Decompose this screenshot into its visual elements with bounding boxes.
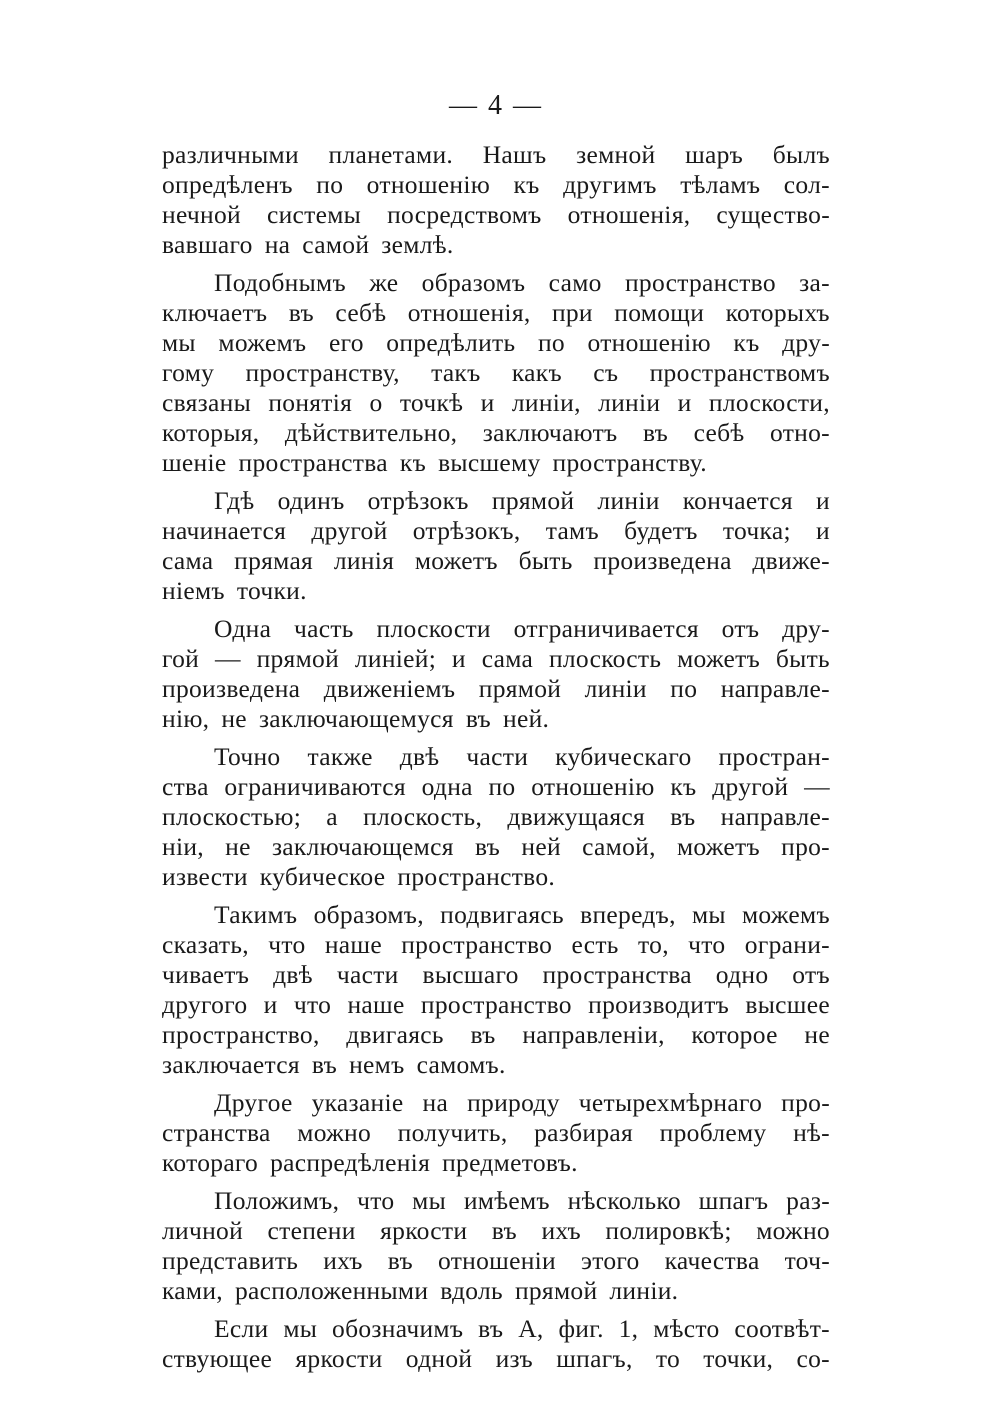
word: вавшаго — [162, 230, 253, 259]
word: дру- — [782, 328, 830, 357]
text-line — [162, 674, 830, 704]
word: тамъ — [545, 516, 599, 545]
word: одна — [421, 772, 473, 801]
word: же — [369, 268, 399, 297]
word: былъ — [772, 140, 830, 169]
word: въ — [478, 1314, 504, 1343]
word: Нашъ — [482, 140, 547, 169]
word: на — [422, 1088, 449, 1117]
word: впередъ, — [580, 900, 676, 929]
word: и — [677, 388, 692, 417]
text-line — [162, 328, 830, 358]
text-line — [162, 772, 830, 802]
word: ограничиваются — [224, 772, 406, 801]
word: отъ — [721, 614, 760, 643]
word: кубическаго — [555, 742, 692, 771]
word: Одна — [214, 614, 272, 643]
word: направленіи, — [522, 1020, 665, 1049]
word: системы — [266, 200, 362, 229]
word: понятія — [268, 388, 353, 417]
word: А, — [518, 1314, 544, 1343]
text-line — [162, 516, 830, 546]
word: наше — [324, 930, 382, 959]
word: пространство — [401, 930, 553, 959]
text-line — [162, 448, 830, 478]
word: другимъ — [563, 170, 657, 199]
word: кончается — [682, 486, 793, 515]
paragraph — [162, 1088, 830, 1178]
word: часть — [294, 614, 354, 643]
text-line — [162, 742, 830, 772]
word: разбирая — [534, 1118, 634, 1147]
word: есть — [571, 930, 619, 959]
word: яркости — [380, 1216, 468, 1245]
word: въ — [311, 1050, 338, 1079]
word: Точно — [214, 742, 281, 771]
word: отношенію — [531, 772, 655, 801]
word: про- — [781, 1088, 830, 1117]
word: тѣламъ — [680, 170, 761, 199]
word: отношенію — [587, 328, 711, 357]
word: пространства — [238, 448, 388, 477]
word: прямой — [514, 1276, 598, 1305]
word: линіи — [598, 388, 661, 417]
word: то, — [638, 930, 669, 959]
word: Если — [214, 1314, 269, 1343]
paragraph — [162, 486, 830, 606]
word: извести — [162, 862, 248, 891]
word: немъ — [349, 1050, 405, 1079]
word: дру- — [782, 614, 830, 643]
word: мѣсто — [653, 1314, 720, 1343]
word: раз- — [786, 1186, 830, 1215]
paragraph — [162, 1186, 830, 1306]
word: прямой — [491, 486, 575, 515]
word: къ — [670, 772, 697, 801]
word: пространство — [420, 990, 572, 1019]
word: отно- — [770, 418, 830, 447]
word: изъ — [495, 1344, 533, 1373]
text-line — [162, 862, 830, 892]
paragraph — [162, 742, 830, 892]
word: распредѣленія — [270, 1148, 431, 1177]
word: высшему — [438, 448, 541, 477]
text-line — [162, 358, 830, 388]
text-line — [162, 1314, 830, 1344]
word: ніи, — [162, 832, 204, 861]
word: движеніемъ — [323, 674, 456, 703]
word: про- — [781, 832, 830, 861]
word: линіей; — [354, 644, 437, 673]
word: его — [328, 328, 364, 357]
word: яркости — [295, 1344, 383, 1373]
word: можетъ — [677, 644, 761, 673]
word: прямой — [256, 644, 340, 673]
word: со- — [796, 1344, 830, 1373]
word: съ — [593, 358, 619, 387]
word: въ — [491, 1216, 517, 1245]
word: плоскости, — [708, 388, 830, 417]
word: шеніе — [162, 448, 227, 477]
word: другой — [311, 516, 388, 545]
text-line — [162, 140, 830, 170]
word: самой, — [582, 832, 656, 861]
word: въ — [474, 832, 501, 861]
word: само — [548, 268, 602, 297]
word: нѣ- — [793, 1118, 830, 1147]
word: отношеніи — [437, 1246, 556, 1275]
word: части — [466, 742, 529, 771]
word: пространство. — [397, 862, 556, 891]
word: плоскость — [548, 644, 662, 673]
word: и — [816, 516, 830, 545]
word: различными — [162, 140, 299, 169]
word: произведена — [593, 546, 732, 575]
word: можемъ — [218, 328, 307, 357]
word: отрѣзокъ, — [412, 516, 521, 545]
word: что — [357, 1186, 395, 1215]
word: на — [264, 230, 291, 259]
word: другого — [162, 990, 248, 1019]
word: то — [655, 1344, 681, 1373]
word: производитъ — [588, 990, 730, 1019]
word: линіи — [597, 486, 660, 515]
word: представить — [162, 1246, 299, 1275]
word: къ — [513, 170, 540, 199]
word: и — [263, 990, 278, 1019]
word: котораго — [162, 1148, 259, 1177]
word: къ — [399, 448, 427, 477]
word: себѣ — [693, 418, 745, 447]
word: себѣ — [335, 298, 387, 327]
word: можетъ — [676, 832, 760, 861]
paragraph — [162, 268, 830, 478]
word: наше — [347, 990, 405, 1019]
word: сама — [481, 644, 534, 673]
word: направле- — [720, 674, 830, 703]
word: линіи, — [511, 388, 581, 417]
text-line — [162, 576, 830, 606]
word: мы — [412, 1186, 447, 1215]
word: заключающемуся — [258, 704, 454, 733]
word: части — [336, 960, 399, 989]
word: не — [221, 704, 247, 733]
word: по — [488, 772, 516, 801]
word: Подобнымъ — [214, 268, 346, 297]
word: двѣ — [273, 960, 313, 989]
word: мы — [162, 328, 196, 357]
word: имѣемъ — [463, 1186, 550, 1215]
text-line — [162, 298, 830, 328]
paragraph — [162, 1314, 830, 1374]
text-line — [162, 230, 830, 260]
word: быть — [775, 644, 830, 673]
word: — — [214, 644, 241, 673]
word: и — [815, 486, 830, 515]
word: въ — [387, 1246, 413, 1275]
word: земной — [576, 140, 656, 169]
word: по — [670, 674, 698, 703]
word: 1, — [618, 1314, 639, 1343]
word: а — [326, 802, 338, 831]
word: не — [225, 832, 251, 861]
word: за- — [799, 268, 830, 297]
word: прямой — [478, 674, 562, 703]
word: опредѣлить — [386, 328, 516, 357]
text-line — [162, 1148, 830, 1178]
text-line — [162, 200, 830, 230]
word: пространству, — [245, 358, 400, 387]
word: плоскость, — [363, 802, 483, 831]
word: въ — [470, 1020, 496, 1049]
text-line — [162, 546, 830, 576]
word: въ — [465, 704, 492, 733]
word: странства — [162, 1118, 271, 1147]
word: существо- — [716, 200, 830, 229]
text-body — [162, 140, 830, 1374]
word: ихъ — [541, 1216, 581, 1245]
word: въ — [642, 418, 669, 447]
word: Положимъ, — [214, 1186, 340, 1215]
word: качества — [664, 1246, 760, 1275]
word: нѣсколько — [567, 1186, 681, 1215]
paragraph — [162, 614, 830, 734]
word: опредѣленъ — [162, 170, 293, 199]
word: образомъ — [421, 268, 526, 297]
word: — — [804, 772, 830, 801]
word: о — [369, 388, 383, 417]
word: ней — [521, 832, 561, 861]
word: сол- — [783, 170, 830, 199]
word: простран- — [718, 742, 830, 771]
word: другой — [712, 772, 789, 801]
text-line — [162, 1118, 830, 1148]
paragraph — [162, 900, 830, 1080]
word: подвигаясь — [440, 900, 564, 929]
word: предметовъ. — [442, 1148, 578, 1177]
text-line — [162, 1216, 830, 1246]
word: ками, — [162, 1276, 223, 1305]
word: планетами. — [328, 140, 454, 169]
word: произведена — [162, 674, 301, 703]
text-line — [162, 268, 830, 298]
word: шпагъ, — [556, 1344, 633, 1373]
text-line — [162, 1344, 830, 1374]
word: гой — [162, 644, 200, 673]
word: по — [316, 170, 344, 199]
word: нечной — [162, 200, 241, 229]
word: Гдѣ — [214, 486, 255, 515]
word: ограни- — [744, 930, 830, 959]
word: линія — [333, 546, 395, 575]
word: отношенія, — [407, 298, 531, 327]
text-line — [162, 614, 830, 644]
word: можно — [297, 1118, 372, 1147]
word: пространству. — [552, 448, 707, 477]
word: направле- — [720, 802, 830, 831]
word: движе- — [752, 546, 830, 575]
text-line — [162, 990, 830, 1020]
text-line — [162, 388, 830, 418]
word: точки. — [236, 576, 307, 605]
word: будетъ — [624, 516, 698, 545]
page-number: — 4 — — [449, 90, 543, 121]
word: пространство, — [162, 1020, 320, 1049]
word: двѣ — [399, 742, 440, 771]
word: самой — [302, 230, 370, 259]
text-line — [162, 960, 830, 990]
word: двигаясь — [346, 1020, 444, 1049]
word: ихъ — [323, 1246, 363, 1275]
word: по — [537, 328, 565, 357]
word: отрѣзокъ — [367, 486, 469, 515]
word: личной — [162, 1216, 244, 1245]
text-line — [162, 832, 830, 862]
word: ствующее — [162, 1344, 273, 1373]
word: кубическое — [259, 862, 386, 891]
word: что — [688, 930, 726, 959]
word: въ — [670, 802, 696, 831]
word: отношенія, — [567, 200, 691, 229]
word: степени — [267, 1216, 356, 1245]
word: въ — [288, 298, 314, 327]
text-line — [162, 704, 830, 734]
word: точ- — [784, 1246, 830, 1275]
word: плоскостью; — [162, 802, 302, 831]
word: получить, — [397, 1118, 508, 1147]
word: Другое — [214, 1088, 293, 1117]
word: точкѣ — [399, 388, 464, 417]
word: соотвѣт- — [734, 1314, 830, 1343]
word: что — [268, 930, 306, 959]
word: помощи — [614, 298, 705, 327]
text-line — [162, 1246, 830, 1276]
word: отграничивается — [513, 614, 699, 643]
word: заключающемся — [271, 832, 454, 861]
word: мы — [283, 1314, 318, 1343]
word: ней. — [503, 704, 550, 733]
word: начинается — [162, 516, 287, 545]
word: такъ — [431, 358, 481, 387]
word: можно — [756, 1216, 830, 1245]
word: этого — [581, 1246, 640, 1275]
paragraph — [162, 140, 830, 260]
word: ніемъ — [162, 576, 225, 605]
word: четырехмѣрнаго — [578, 1088, 763, 1117]
text-line — [162, 900, 830, 930]
text-line — [162, 802, 830, 832]
word: одно — [715, 960, 769, 989]
word: заключаютъ — [482, 418, 618, 447]
word: можемъ — [742, 900, 830, 929]
word: также — [307, 742, 373, 771]
word: отношенію — [366, 170, 491, 199]
word: обозначимъ — [332, 1314, 464, 1343]
word: одной — [405, 1344, 473, 1373]
text-line — [162, 1020, 830, 1050]
word: фиг. — [558, 1314, 604, 1343]
word: точки, — [703, 1344, 774, 1373]
word: при — [551, 298, 593, 327]
word: мы — [691, 900, 726, 929]
word: посредствомъ — [387, 200, 542, 229]
word: заключается — [162, 1050, 300, 1079]
word: связаны — [162, 388, 252, 417]
word: и — [451, 644, 466, 673]
word: линіи. — [609, 1276, 679, 1305]
text-line — [162, 1088, 830, 1118]
text-line — [162, 644, 830, 674]
word: линіи — [584, 674, 647, 703]
word: которыя, — [162, 418, 260, 447]
word: природу — [467, 1088, 560, 1117]
word: высшее — [745, 990, 830, 1019]
word: нію, — [162, 704, 210, 733]
word: гому — [162, 358, 215, 387]
text-line — [162, 1050, 830, 1080]
word: можетъ — [414, 546, 498, 575]
word: землѣ. — [381, 230, 454, 259]
word: движущаяся — [507, 802, 646, 831]
word: дѣйствительно, — [284, 418, 458, 447]
text-line — [162, 1276, 830, 1306]
word: указаніе — [311, 1088, 404, 1117]
word: быть — [518, 546, 573, 575]
text-line — [162, 930, 830, 960]
word: къ — [733, 328, 760, 357]
word: какъ — [511, 358, 562, 387]
word: точка; — [722, 516, 791, 545]
word: проблему — [659, 1118, 767, 1147]
text-line — [162, 418, 830, 448]
word: пространство — [624, 268, 776, 297]
word: расположенными — [234, 1276, 429, 1305]
word: шпагъ — [698, 1186, 769, 1215]
word: и — [480, 388, 495, 417]
word: вдоль — [440, 1276, 503, 1305]
word: сама — [162, 546, 214, 575]
word: Такимъ — [214, 900, 298, 929]
word: не — [804, 1020, 830, 1049]
word: плоскости — [376, 614, 491, 643]
word: которое — [691, 1020, 778, 1049]
word: одинъ — [277, 486, 345, 515]
word: которыхъ — [725, 298, 830, 327]
word: полировкѣ; — [605, 1216, 732, 1245]
word: отъ — [792, 960, 830, 989]
word: ства — [162, 772, 209, 801]
text-line — [162, 170, 830, 200]
word: образомъ, — [313, 900, 424, 929]
word: чиваетъ — [162, 960, 250, 989]
text-line — [162, 1186, 830, 1216]
word: самомъ. — [416, 1050, 506, 1079]
word: что — [293, 990, 332, 1019]
text-line — [162, 486, 830, 516]
word: ключаетъ — [162, 298, 268, 327]
word: пространствомъ — [649, 358, 830, 387]
word: пространства — [542, 960, 692, 989]
word: шаръ — [685, 140, 744, 169]
word: сказать, — [162, 930, 249, 959]
book-page — [162, 88, 830, 1382]
word: высшаго — [422, 960, 519, 989]
word: прямая — [234, 546, 314, 575]
